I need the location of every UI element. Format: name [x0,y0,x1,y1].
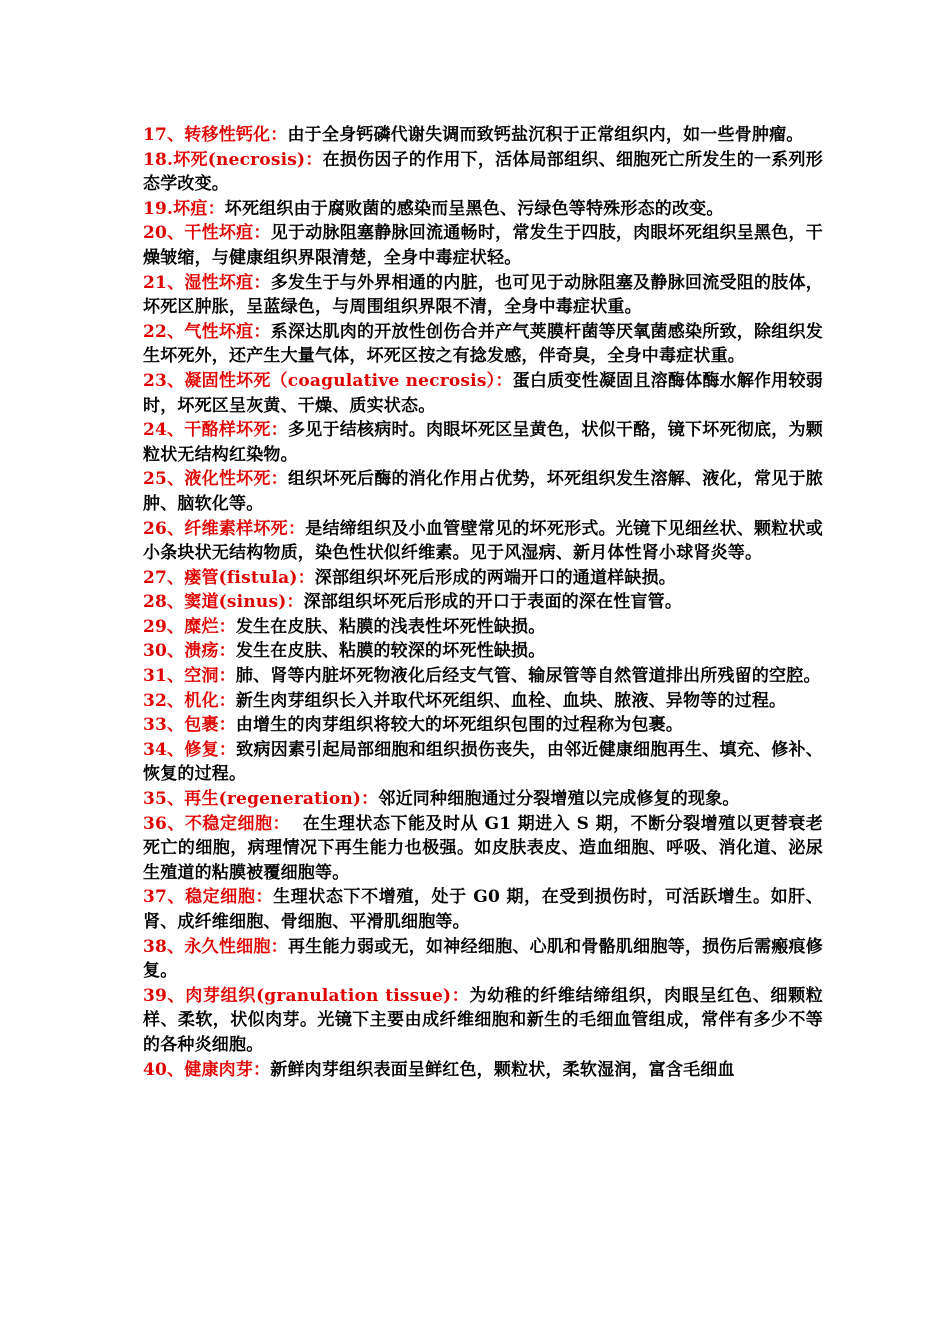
glossary-entry-21 [143,271,823,320]
glossary-entry-26 [143,517,823,566]
glossary-entry-36 [143,812,823,886]
entry-definition: 多发生于与外界相通的内脏，也可见于动脉阻塞及静脉回流受阻的肢体，坏死区肿胀，呈蓝绿色，与周围组织界限不清，全身中毒症状重。 [143,272,823,318]
glossary-entry-28 [143,590,823,615]
glossary-entry-23 [143,369,823,418]
entry-definition: 蛋白质变性凝固且溶酶体酶水解作用较弱时，坏死区呈灰黄、干燥、质实状态。 [143,370,823,416]
entry-term: 35、再生(regeneration)： [143,789,379,810]
entry-definition: 发生在皮肤、粘膜的浅表性坏死性缺损。 [235,616,546,637]
entry-term: 19.坏疽： [143,198,225,219]
glossary-entry-17 [143,123,823,148]
entry-term: 37、稳定细胞： [143,887,274,908]
glossary-entry-22 [143,320,823,369]
glossary-entry-37 [143,885,823,934]
glossary-entry-38 [143,935,823,984]
entry-term: 38、永久性细胞： [143,936,288,957]
entry-term: 18.坏死(necrosis)： [143,149,323,170]
glossary-entry-27 [143,566,823,591]
entry-definition: 由增生的肉芽组织将较大的坏死组织包围的过程称为包裹。 [235,715,684,736]
entry-term: 32、机化： [143,690,236,711]
entry-term: 26、纤维素样坏死： [143,518,306,539]
glossary-entry-32 [143,689,823,714]
glossary-entry-34 [143,738,823,787]
entry-term: 30、溃疡： [143,641,236,662]
glossary-entry-24 [143,418,823,467]
entry-term: 39、肉芽组织(granulation tissue)： [143,985,470,1006]
glossary-entry-40 [143,1058,823,1083]
entry-term: 23、凝固性坏死（coagulative necrosis）： [143,370,513,391]
entry-definition: 肺、肾等内脏坏死物液化后经支气管、输尿管等自然管道排出所残留的空腔。 [235,666,821,687]
entry-definition: 发生在皮肤、粘膜的较深的坏死性缺损。 [235,641,546,662]
entry-term: 22、气性坏疽： [143,321,271,342]
entry-definition: 生理状态下不增殖，处于 G0 期，在受到损伤时，可活跃增生。如肝、肾、成纤维细胞、骨细胞、平滑肌细胞等。 [143,887,823,932]
glossary-entry-35 [143,787,823,812]
entry-definition: 在生理状态下能及时从 G1 期进入 S 期，不断分裂增殖以更替衰老死亡的细胞，病理情况下再生能力也极强。如皮肤表皮、造血细胞、呼吸、消化道、泌尿生殖道的粘膜被覆细胞等。 [143,813,823,883]
entry-definition: 坏死组织由于腐败菌的感染而呈黑色、污绿色等特殊形态的改变。 [224,198,724,219]
entry-term: 33、包裹： [143,715,236,736]
glossary-entry-29 [143,615,823,640]
entry-definition: 再生能力弱或无，如神经细胞、心肌和骨骼肌细胞等，损伤后需瘢痕修复。 [143,936,823,982]
glossary-entry-20 [143,221,823,270]
glossary-entry-18 [143,148,823,197]
entry-definition: 新生肉芽组织长入并取代坏死组织、血栓、血块、脓液、异物等的过程。 [235,690,787,711]
entry-definition: 致病因素引起局部细胞和组织损伤丧失，由邻近健康细胞再生、填充、修补、恢复的过程。 [143,739,823,785]
entry-definition: 新鲜肉芽组织表面呈鲜红色，颗粒状，柔软湿润，富含毛细血 [270,1059,735,1080]
entry-term: 24、干酪样坏死： [143,420,288,441]
entry-definition: 多见于结核病时。肉眼坏死区呈黄色，状似干酪，镜下坏死彻底，为颗粒状无结构红染物。 [143,420,823,465]
entry-term: 31、空洞： [143,666,236,687]
entry-definition: 在损伤因子的作用下，活体局部组织、细胞死亡所发生的一系列形态学改变。 [143,149,823,195]
glossary-entry-39 [143,984,823,1058]
glossary-entry-25 [143,467,823,516]
entry-definition: 邻近同种细胞通过分裂增殖以完成修复的现象。 [378,789,740,810]
entry-definition: 是结缔组织及小血管壁常见的坏死形式。光镜下见细丝状、颗粒状或小条块状无结构物质，染色性状似纤维素。见于风湿病、新月体性肾小球肾炎等。 [143,518,823,564]
entry-term: 25、液化性坏死： [143,469,288,490]
entry-definition: 深部组织坏死后形成的开口于表面的深在性盲管。 [303,592,683,613]
glossary-entry-31 [143,664,823,689]
entry-definition: 系深达肌肉的开放性创伤合并产气荚膜杆菌等厌氧菌感染所致，除组织发生坏死外，还产生大量气体，坏死区按之有捻发感，伴奇臭，全身中毒症状重。 [143,321,823,367]
entry-term: 34、修复： [143,739,237,760]
entry-definition: 见于动脉阻塞静脉回流通畅时，常发生于四肢，肉眼坏死组织呈黑色，干燥皱缩，与健康组织界限清楚，全身中毒症状轻。 [143,223,823,268]
entry-definition: 由于全身钙磷代谢失调而致钙盐沉积于正常组织内，如一些骨肿瘤。 [287,125,804,145]
entry-term: 20、干性坏疽： [143,223,271,244]
entry-term: 40、健康肉芽： [143,1059,271,1080]
entry-term: 17、转移性钙化： [143,125,288,145]
entry-definition: 深部组织坏死后形成的两端开口的通道样缺损。 [314,567,676,588]
glossary-page [143,123,823,1082]
entry-definition: 组织坏死后酶的消化作用占优势，坏死组织发生溶解、液化，常见于脓肿、脑软化等。 [143,469,823,514]
entry-definition: 为幼稚的纤维结缔组织，肉眼呈红色、细颗粒样、柔软，状似肉芽。光镜下主要由成纤维细胞和新生的毛细血管组成，常伴有多少不等的各种炎细胞。 [143,985,823,1055]
glossary-entry-30 [143,639,823,664]
entry-term: 27、瘘管(fistula)： [143,567,315,588]
entry-term: 28、窦道(sinus)： [143,592,304,613]
entry-term: 36、不稳定细胞： [143,813,290,834]
entry-term: 21、湿性坏疽： [143,272,271,293]
glossary-entry-33 [143,713,823,738]
entry-term: 29、糜烂： [143,616,236,637]
glossary-entry-19 [143,197,823,222]
